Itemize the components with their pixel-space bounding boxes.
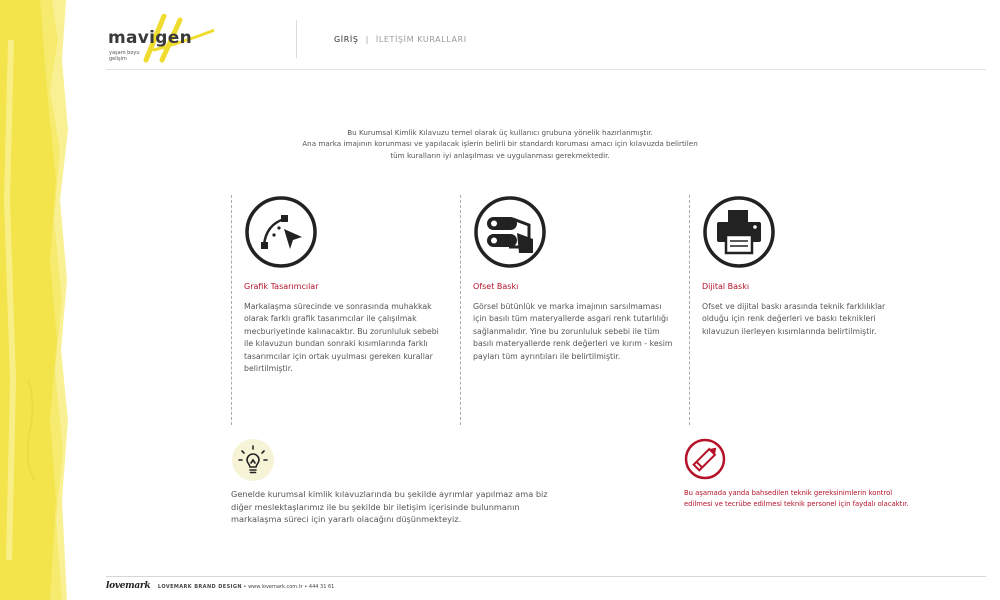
intro-line: Ana marka imajının korunması ve yapılacak işlerin belirli bir standardı koruması amacı için kılavuzda belirtilen [302, 139, 698, 149]
lovemark-logo[interactable]: lovemark [106, 581, 151, 591]
nav-item-giris[interactable]: GİRİŞ [334, 35, 359, 44]
intro-paragraph [240, 127, 760, 161]
footer-credit: LOVEMARK BRAND DESIGN [157, 584, 242, 590]
printer-icon [702, 195, 776, 269]
column-title: Ofset Baskı [473, 282, 519, 291]
intro-line: tüm kuralların iyi anlaşılması ve uygulanması gerekmektedir. [390, 150, 610, 160]
header-divider [296, 20, 297, 58]
header-rule [106, 69, 986, 70]
offset-press-rollers-icon [473, 195, 547, 269]
yellow-brush-stripe [0, 0, 70, 600]
column-ofset-baski [460, 195, 680, 425]
brand-name: mavigen [108, 28, 192, 48]
nav-item-iletisim-kurallari[interactable]: İLETİŞİM KURALLARI [375, 35, 467, 44]
footer-rule [106, 576, 986, 577]
pencil-circle-icon [684, 438, 726, 480]
column-title: Grafik Tasarımcılar [244, 282, 319, 291]
column-title: Dijital Baskı [702, 282, 750, 291]
technical-note-text: Bu aşamada yanda bahsedilen teknik gereksinimlerin kontrol edilmesi ve tecrübe edilmesi teknik personel için faydalı olacaktır. [684, 489, 909, 508]
vector-pen-tool-icon [244, 195, 318, 269]
intro-line: Bu Kurumsal Kimlik Kılavuzu temel olarak üç kullanıcı grubuna yönelik hazırlanmıştır. [347, 128, 653, 137]
column-text: Markalaşma sürecinde ve sonrasında muhakkak olarak farklı grafik tasarımcılar ile çalışılmak mecburiyetinde kalınacaktır. Bu zorunluluk sebebi ile kılavuzun bundan sonraki kısımlarında farklı tasarımcılar için ortak uyulması gereken kurallar belirtilmiştir. [244, 302, 439, 374]
column-text: Ofset ve dijital baskı arasında teknik farklılıklar olduğu için renk değerleri ve baskı teknikleri kılavuzun ilerleyen kısımlarında belirtilmiştir. [702, 302, 886, 336]
tip-text: Genelde kurumsal kimlik kılavuzlarında bu şekilde ayrımlar yapılmaz ama biz diğer meslektaşlarımız ile bu şekilde bir iletişim içerisinde bulunmanın markalaşma süreci için yararlı olacağını düşünmekteyiz. [231, 489, 548, 525]
column-grafik-tasarimcilar [231, 195, 451, 425]
column-dijital-baski [689, 195, 909, 425]
brand-logo[interactable] [104, 18, 214, 66]
column-text: Görsel bütünlük ve marka imajının sarsılmaması için basılı tüm materyallerde asgari renk tutarlılığı sağlanmalıdır. Yine bu zorunluluk sebebi ile tüm basılı materyallerde renk değerleri ve kırım - kesim payları tüm ayrıntıları ile belirtilmiştir. [473, 302, 673, 361]
footer-dot: • [304, 584, 308, 590]
lightbulb-icon [231, 438, 275, 482]
nav-separator: | [365, 35, 369, 44]
footer-site-link[interactable]: www.lovemark.com.tr [248, 584, 303, 590]
brand-tagline: yaşam boyu gelişim [109, 50, 140, 62]
footer-dot: • [243, 584, 247, 590]
breadcrumb-nav [334, 35, 467, 44]
footer [106, 581, 334, 591]
footer-phone: 444 31 61 [308, 584, 335, 590]
